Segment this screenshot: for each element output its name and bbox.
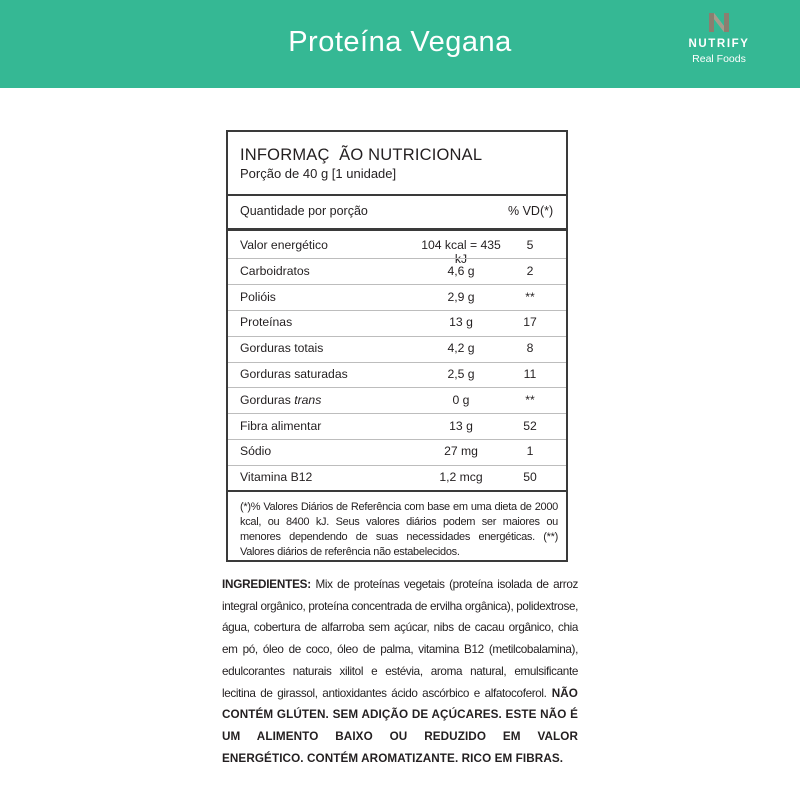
nutrient-quantity: 2,5 g [447, 367, 475, 381]
nutrient-daily-value: 5 [526, 238, 534, 252]
nutrient-daily-value: 17 [523, 315, 537, 330]
nutrient-name: Valor energético [240, 238, 328, 252]
ingredients-label: INGREDIENTES: [222, 578, 311, 591]
nutrient-name-prefix: Gorduras [240, 392, 295, 407]
nutrient-quantity: 27 mg [444, 444, 478, 459]
nutrient-daily-value: 1 [526, 444, 534, 459]
nutrient-name [240, 393, 321, 407]
nutrient-name: Gorduras saturadas [240, 367, 348, 381]
nutrient-quantity: 1,2 mcg [439, 470, 483, 485]
divider [228, 490, 566, 492]
nutrient-daily-value: 11 [523, 367, 537, 381]
nutrient-quantity: 4,6 g [447, 263, 475, 278]
nutrient-quantity: 4,2 g [447, 341, 475, 356]
nutrition-title: INFORMAÇ ÃO NUTRICIONAL [240, 146, 483, 164]
nutrient-quantity: 0 g [452, 392, 470, 407]
nutrient-row [228, 439, 566, 464]
nutrient-daily-value: 8 [526, 341, 534, 356]
nutrient-name: Proteínas [240, 315, 293, 330]
portion-size: Porção de 40 g [1 unidade] [240, 166, 397, 181]
nutrient-quantity: 13 g [449, 315, 473, 330]
nutrient-quantity: 2,9 g [447, 289, 475, 304]
nutrient-daily-value: ** [525, 289, 535, 304]
nutrient-row [228, 388, 566, 413]
nutrient-name: Vitamina B12 [240, 470, 313, 485]
nutrient-daily-value: 52 [523, 418, 537, 433]
nutrify-n-logo-icon [706, 10, 732, 34]
nutrient-name: Carboidratos [240, 263, 310, 278]
nutrient-row [228, 310, 566, 335]
product-title: Proteína Vegana [288, 26, 512, 58]
header-bar [0, 0, 800, 88]
nutrient-daily-value: 50 [523, 470, 537, 485]
nutrient-daily-value: ** [525, 392, 535, 407]
allergen-warning: NÃO CONTÉM GLÚTEN. SEM ADIÇÃO DE AÇÚCARES. ESTE NÃO É UM ALIMENTO BAIXO OU REDUZIDO EM VALOR ENERGÉTICO. CONTÉM AROMATIZANTE. RICO EM FIBRAS. [222, 686, 578, 765]
ingredients-block [222, 574, 578, 769]
nutrient-row [228, 285, 566, 310]
nutrient-name: Polióis [240, 289, 276, 304]
column-header-quantity: Quantidade por porção [240, 204, 368, 218]
brand-tagline: Real Foods [692, 53, 746, 65]
nutrient-row [228, 233, 566, 258]
nutrition-facts-panel [226, 130, 568, 562]
column-header-vd: % VD(*) [508, 204, 554, 218]
nutrient-quantity: 104 kcal = 435 [421, 238, 501, 252]
nutrient-name: Sódio [240, 444, 272, 459]
nutrient-name-italic: trans [294, 392, 322, 407]
nutrient-name: Gorduras totais [240, 341, 324, 356]
nutrient-row [228, 362, 566, 387]
nutrient-row [228, 259, 566, 284]
divider [228, 228, 566, 231]
ingredients-text: Mix de proteínas vegetais (proteína isolada de arroz integral orgânico, proteína concentrada de ervilha orgânica), polidextrose, água, cobertura de alfarroba sem açúcar, nibs de cacau orgânico, chia em pó, óleo de coco, óleo de palma, vitamina B12 (metilcobalamina), edulcorantes naturais xilitol e estévia, aroma natural, emulsificante lecitina de girassol, antioxidantes ácido ascórbico e alfatocoferol. [222, 578, 578, 700]
nutrient-daily-value: 2 [526, 263, 534, 278]
brand-name: NUTRIFY [688, 38, 750, 50]
brand-logo [664, 10, 774, 65]
nutrient-name: Fibra alimentar [240, 418, 322, 433]
divider [228, 194, 566, 196]
nutrient-row [228, 414, 566, 439]
nutrient-row [228, 336, 566, 361]
nutrient-row [228, 465, 566, 490]
nutrient-quantity: 13 g [449, 418, 473, 433]
footnote: (*)% Valores Diários de Referência com base em uma dieta de 2000 kcal, ou 8400 kJ. Seus valores diários podem ser maiores ou menores dependendo de suas necessidades energéticas. (**) Valores diários de referência não estabelecidos. [240, 501, 558, 558]
